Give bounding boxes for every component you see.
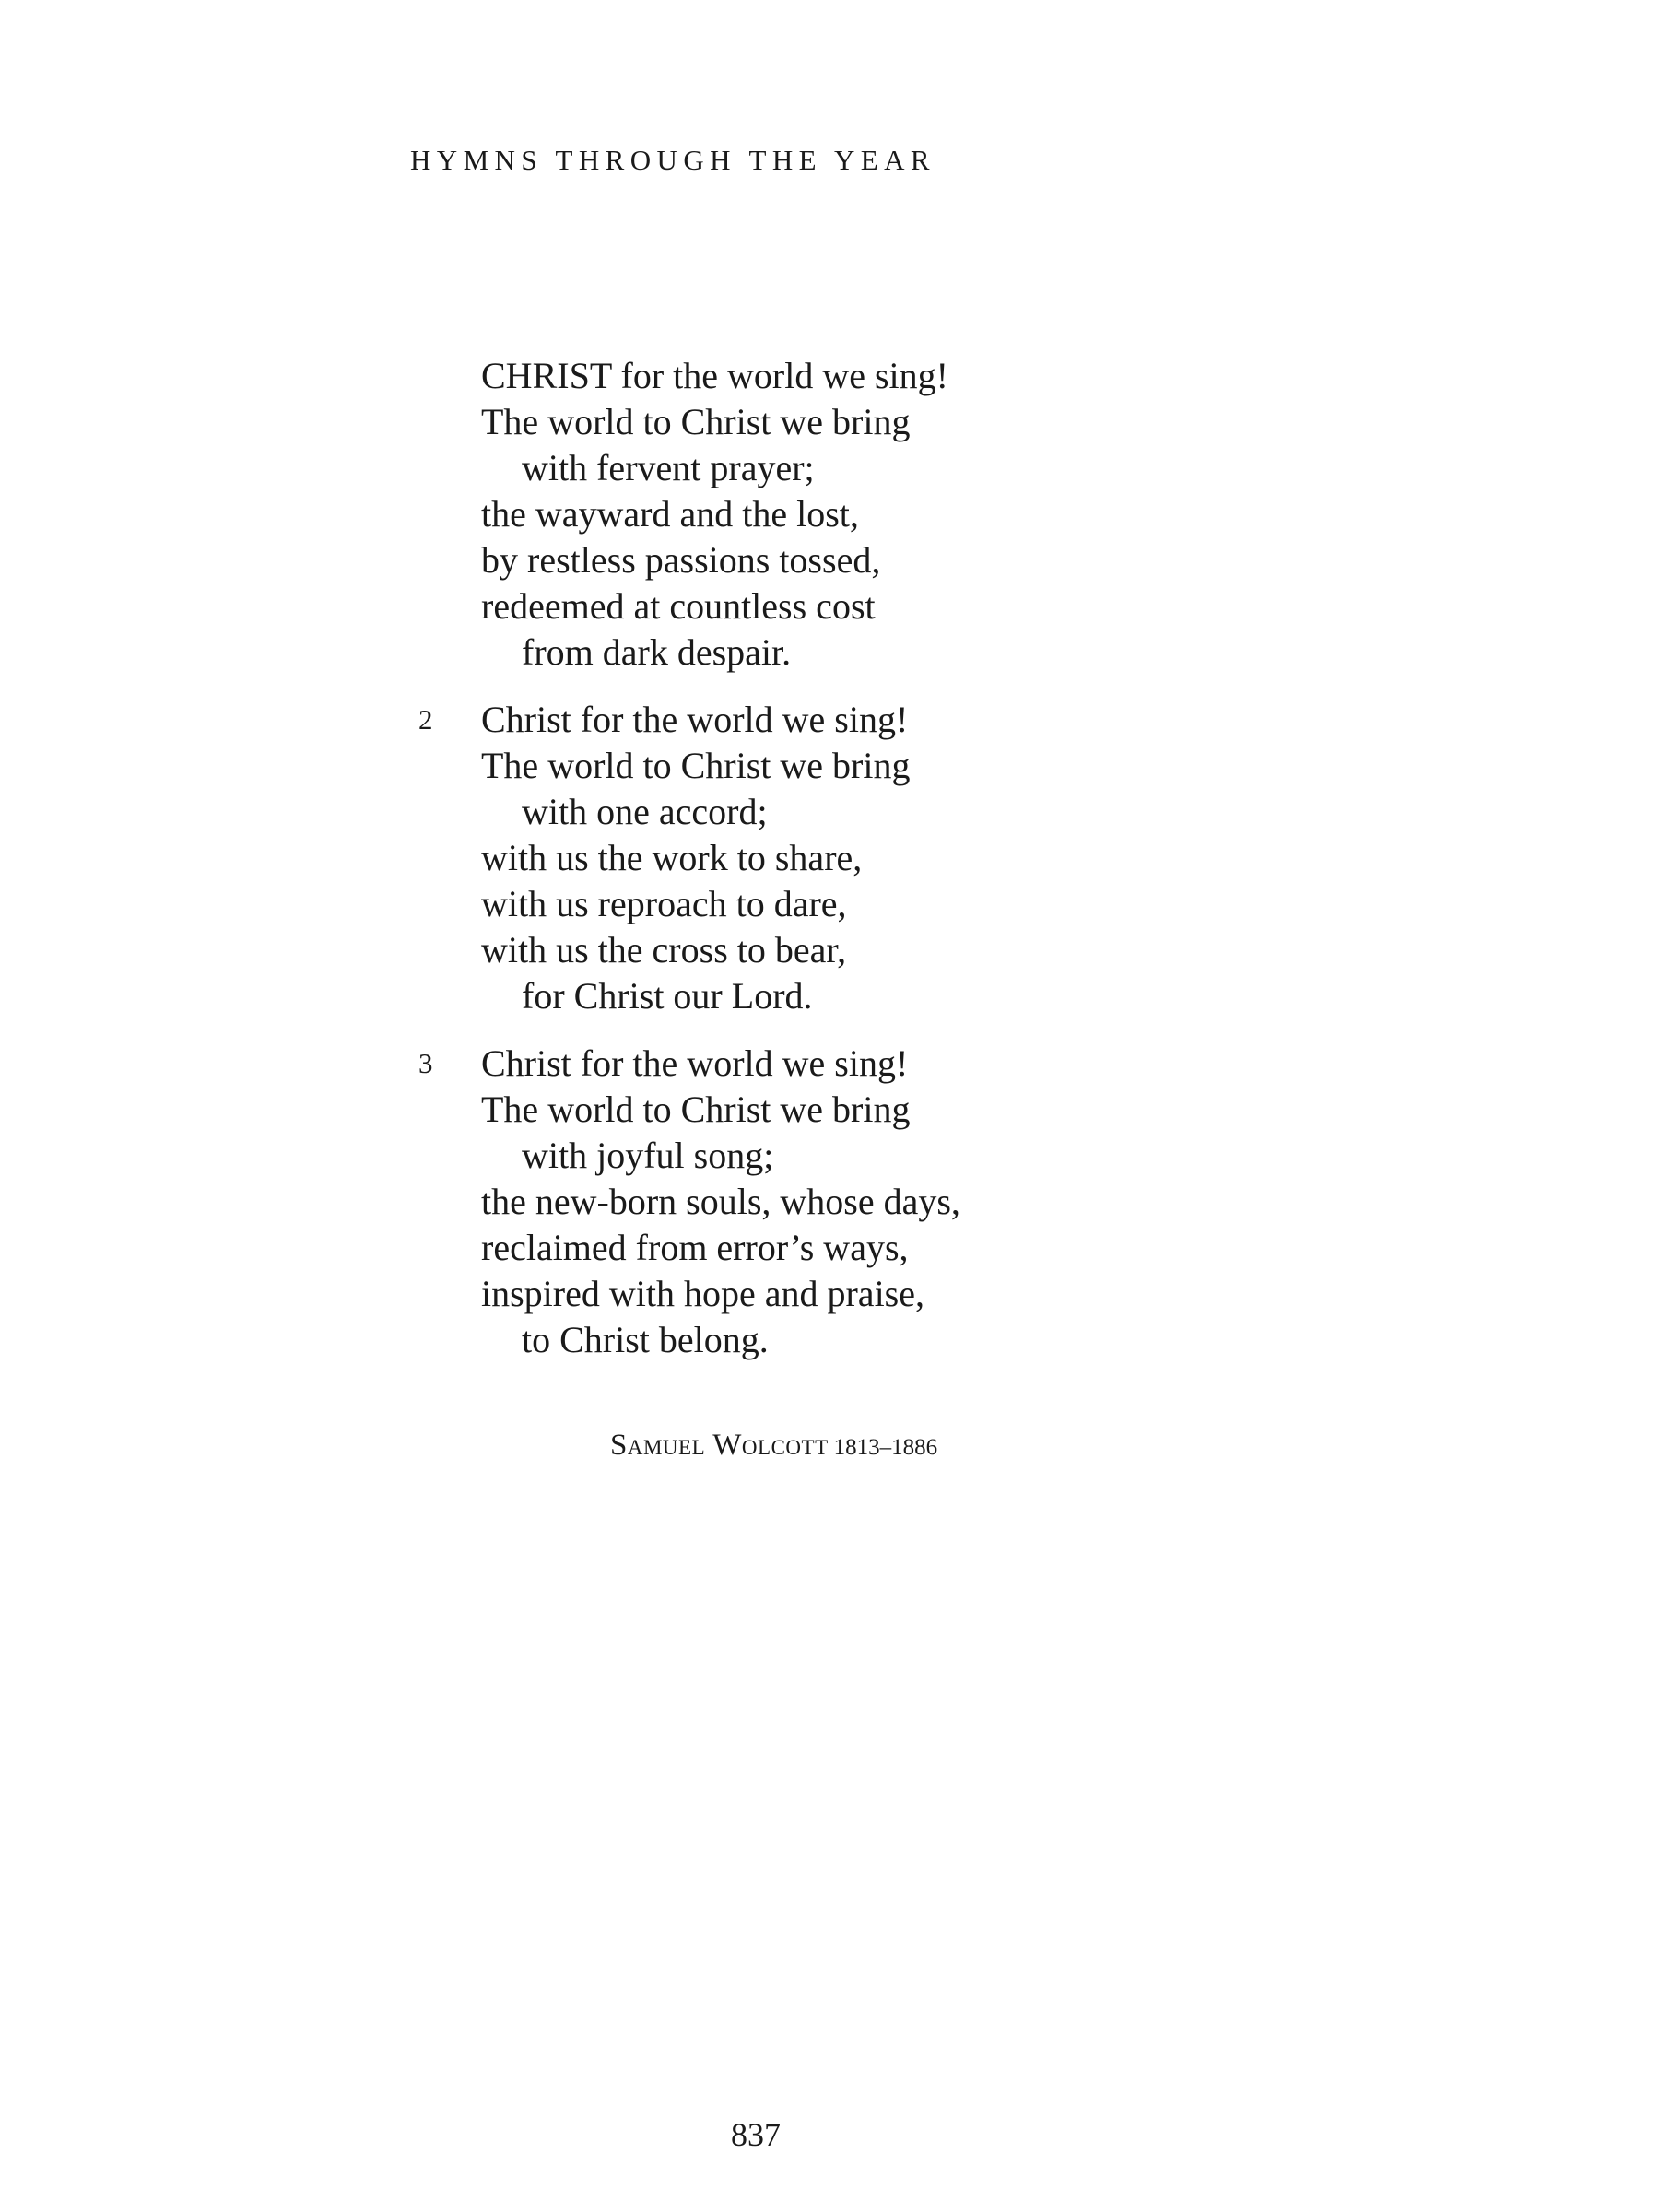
- stanza-line: for Christ our Lord.: [522, 975, 813, 1017]
- verse-number: 2: [418, 703, 433, 735]
- page-number: 837: [731, 2116, 781, 2153]
- stanza-line: CHRIST for the world we sing!: [481, 355, 948, 396]
- stanza-3: [418, 1041, 960, 1363]
- stanza-line: inspired with hope and praise,: [481, 1273, 924, 1314]
- stanza-line: redeemed at countless cost: [481, 585, 876, 627]
- stanza-line: to Christ belong.: [522, 1319, 769, 1360]
- stanza-line: from dark despair.: [522, 631, 792, 673]
- running-head: HYMNS THROUGH THE YEAR: [410, 144, 935, 176]
- stanza-line: the new-born souls, whose days,: [481, 1181, 960, 1222]
- stanza-line: The world to Christ we bring: [481, 1088, 911, 1130]
- stanza-line: with fervent prayer;: [522, 447, 815, 488]
- stanza-line: with joyful song;: [522, 1135, 774, 1176]
- stanza-line: the wayward and the lost,: [481, 493, 859, 535]
- stanza-line: with one accord;: [522, 791, 768, 832]
- stanza-line: with us reproach to dare,: [481, 883, 847, 924]
- author-dates: 1813–1886: [833, 1435, 938, 1460]
- stanza-line: The world to Christ we bring: [481, 401, 911, 442]
- stanza-2: [418, 697, 911, 1019]
- stanza-line: by restless passions tossed,: [481, 539, 881, 581]
- author-name: Samuel Wolcott: [610, 1429, 829, 1462]
- stanza-line: The world to Christ we bring: [481, 745, 911, 786]
- stanza-line: reclaimed from error’s ways,: [481, 1227, 909, 1268]
- verse-number: 3: [418, 1047, 433, 1079]
- author-attribution: [610, 1429, 937, 1463]
- stanza-1: [481, 353, 948, 676]
- stanza-line: with us the work to share,: [481, 837, 863, 878]
- stanza-line: Christ for the world we sing!: [481, 1042, 909, 1084]
- stanza-line: with us the cross to bear,: [481, 929, 847, 971]
- stanza-line: Christ for the world we sing!: [481, 699, 909, 740]
